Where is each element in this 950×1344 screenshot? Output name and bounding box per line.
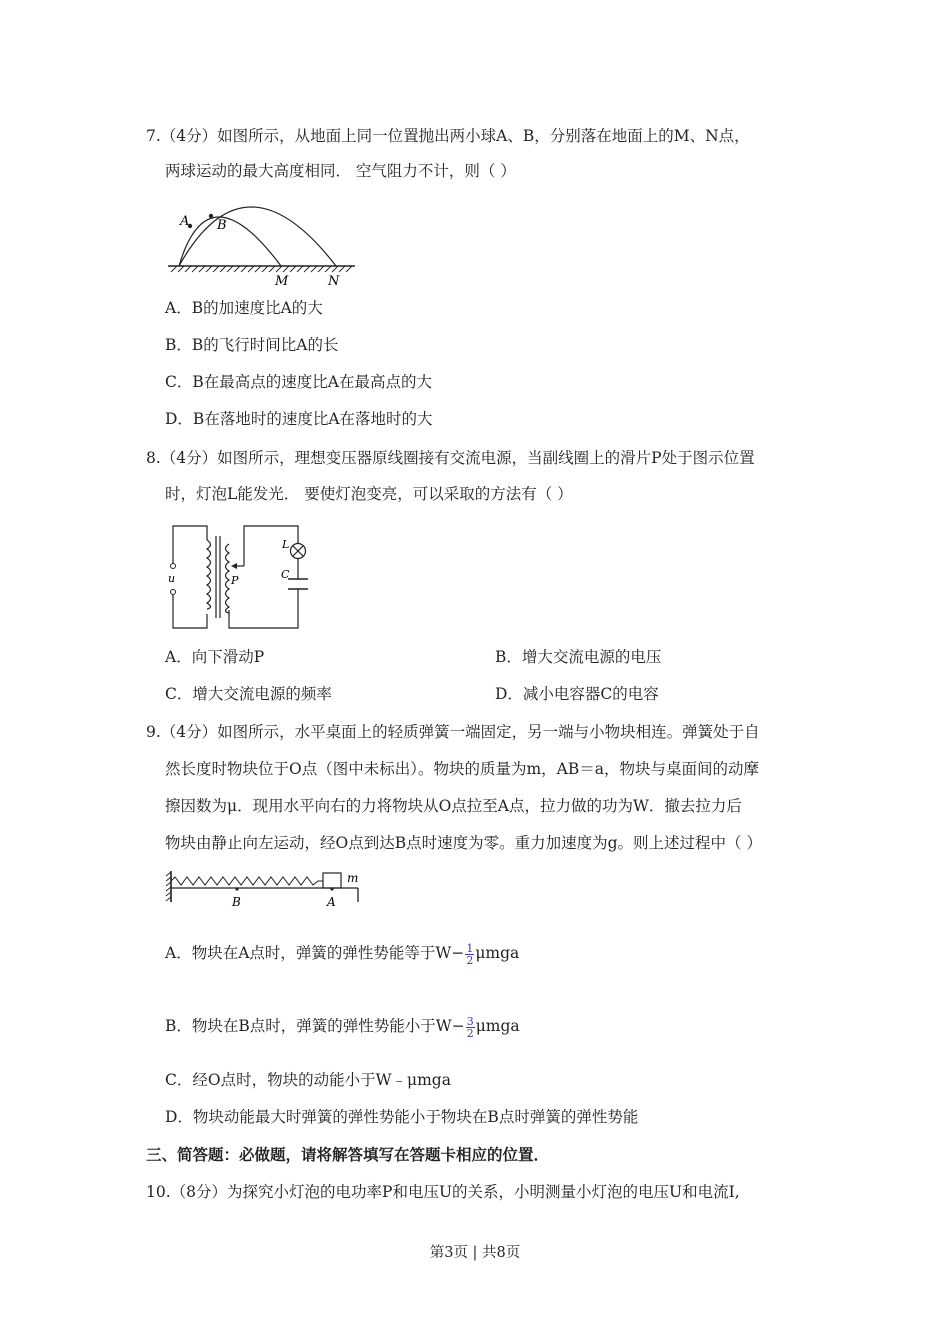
label-n: N (328, 274, 340, 289)
label-m: m (347, 871, 359, 885)
q9-spring-block-figure (165, 868, 365, 910)
point-a (330, 887, 333, 890)
q8-stem-line1: 8.（4分）如图所示，理想变压器原线圈接有交流电源，当副线圈上的滑片P处于图示位置 (146, 449, 755, 467)
fraction-numerator: 3 (466, 1014, 474, 1028)
spring (171, 877, 323, 885)
terminal-top (171, 564, 176, 569)
q9-stem-line2: 然长度时物块位于O点（图中未标出）。物块的质量为m，AB＝a，物块与桌面间的动摩 (165, 760, 759, 778)
terminal-bottom (171, 590, 176, 595)
q9-stem-line3: 擦因数为μ．现用水平向右的力将物块从O点拉至A点，拉力做的功为W．撤去拉力后 (165, 797, 742, 815)
q7-option-c[interactable]: C．B在最高点的速度比A在最高点的大 (165, 373, 432, 391)
q9-option-a-tail: μmga (475, 944, 520, 962)
q7-projectile-figure (165, 188, 360, 290)
primary-wire (173, 526, 207, 566)
q9-option-b[interactable] (165, 1013, 520, 1039)
fraction-three-halves (466, 1016, 475, 1039)
fraction-one-half (465, 943, 474, 966)
secondary-bottom-wire (229, 589, 298, 628)
q8-option-a[interactable]: A．向下滑动P (165, 648, 265, 666)
fraction-denominator: 2 (466, 1026, 474, 1040)
secondary-coil (226, 544, 230, 613)
q9-option-c[interactable]: C．经O点时，物块的动能小于W﹣μmga (165, 1071, 451, 1089)
label-a: A (180, 214, 190, 229)
slider-p-arrow (231, 563, 237, 569)
q7-option-a[interactable]: A．B的加速度比A的大 (165, 299, 323, 317)
label-a: A (327, 895, 336, 909)
ball-b-trajectory (179, 207, 336, 266)
q8-option-c[interactable]: C．增大交流电源的频率 (165, 685, 332, 703)
q9-option-b-tail: μmga (475, 1017, 520, 1035)
fraction-denominator: 2 (466, 953, 474, 967)
ground-hatch (171, 266, 352, 272)
ball-b (209, 214, 213, 218)
fraction-numerator: 1 (466, 941, 474, 955)
q9-option-d[interactable]: D．物块动能最大时弹簧的弹性势能小于物块在B点时弹簧的弹性势能 (165, 1108, 639, 1126)
primary-coil (207, 540, 211, 609)
q7-stem-line1: 7.（4分）如图所示，从地面上同一位置抛出两小球A、B，分别落在地面上的M、N点， (146, 127, 750, 145)
label-u: u (168, 572, 176, 585)
label-b: B (232, 895, 241, 909)
point-b (235, 887, 238, 890)
q9-option-b-text: B．物块在B点时，弹簧的弹性势能小于W− (165, 1017, 465, 1035)
block-m (323, 873, 341, 888)
q9-option-a[interactable] (165, 940, 519, 966)
q9-option-a-text: A．物块在A点时，弹簧的弹性势能等于W− (165, 944, 465, 962)
label-b: B (217, 218, 227, 233)
q8-transformer-circuit-figure (165, 522, 335, 632)
section-heading: 三、简答题：必做题，请将解答填写在答题卡相应的位置． (146, 1145, 550, 1164)
q7-option-b[interactable]: B．B的飞行时间比A的长 (165, 336, 339, 354)
label-l: L (282, 538, 290, 551)
q8-stem-line2: 时，灯泡L能发光． 要使灯泡变亮，可以采取的方法有（ ） (165, 485, 573, 503)
q8-option-b[interactable]: B．增大交流电源的电压 (495, 648, 662, 666)
slider-p-wire (244, 526, 298, 566)
q7-stem-line2: 两球运动的最大高度相同． 空气阻力不计，则（ ） (165, 162, 516, 180)
q9-stem-line1: 9.（4分）如图所示，水平桌面上的轻质弹簧一端固定，另一端与小物块相连。弹簧处于自 (146, 723, 760, 741)
q9-stem-line4: 物块由静止向左运动，经O点到达B点时速度为零。重力加速度为g。则上述过程中（ ） (165, 834, 762, 852)
q8-option-d[interactable]: D．减小电容器C的电容 (495, 685, 659, 703)
label-c: C (281, 568, 290, 581)
label-m: M (275, 274, 289, 289)
label-p: P (231, 574, 239, 587)
page-footer: 第3页 | 共8页 (429, 1245, 521, 1261)
q7-option-d[interactable]: D．B在落地时的速度比A在落地时的大 (165, 410, 433, 428)
q10-stem-line1: 10.（8分）为探究小灯泡的电功率P和电压U的关系，小明测量小灯泡的电压U和电流I, (146, 1183, 740, 1201)
